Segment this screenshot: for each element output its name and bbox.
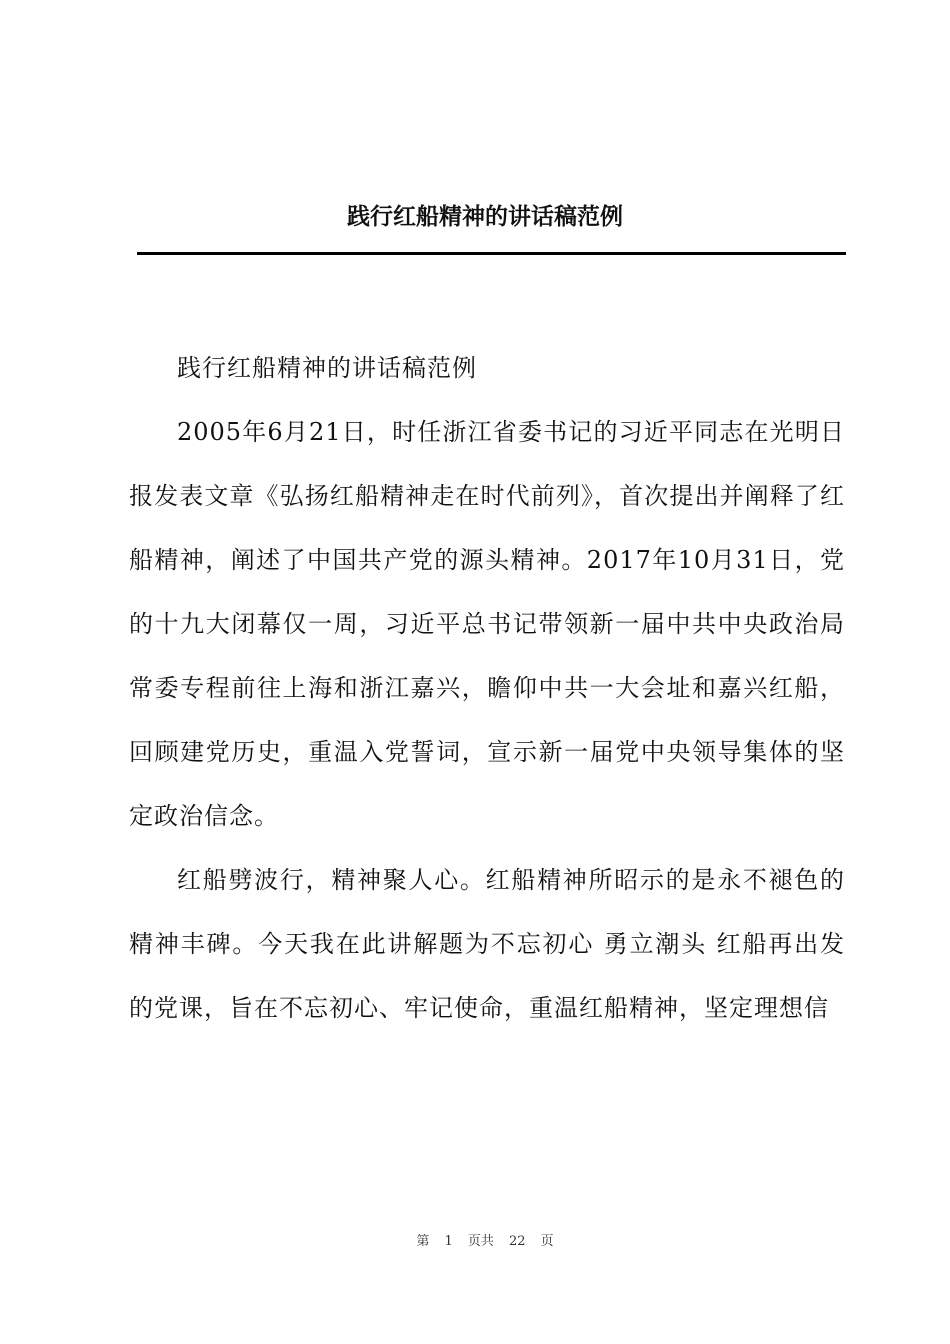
- title-divider: [137, 252, 846, 255]
- paragraph-heading: 践行红船精神的讲话稿范例: [177, 354, 477, 382]
- paragraph-history: 2005年6月21日，时任浙江省委书记的习近平同志在光明日报发表文章《弘扬红船精神走在时代前列》，首次提出并阐释了红船精神，阐述了中国共产党的源头精神。2017年10月31日，党的十九大闭幕仅一周，习近平总书记带领新一届中共中央政治局常委专程前往上海和浙江嘉兴，瞻仰中共一大会址和嘉兴红船，回顾建党历史，重温入党誓词，宣示新一届党中央领导集体的坚定政治信念。: [129, 418, 845, 830]
- page-number-footer: 第 1 页共 22 页: [416, 1234, 554, 1249]
- paragraph-intro: 红船劈波行，精神聚人心。红船精神所昭示的是永不褪色的精神丰碑。今天我在此讲解题为不忘初心 勇立潮头 红船再出发的党课，旨在不忘初心、牢记使命，重温红船精神，坚定理想信: [129, 866, 845, 1022]
- document-title: 践行红船精神的讲话稿范例: [347, 204, 623, 230]
- document-body: [129, 336, 845, 1040]
